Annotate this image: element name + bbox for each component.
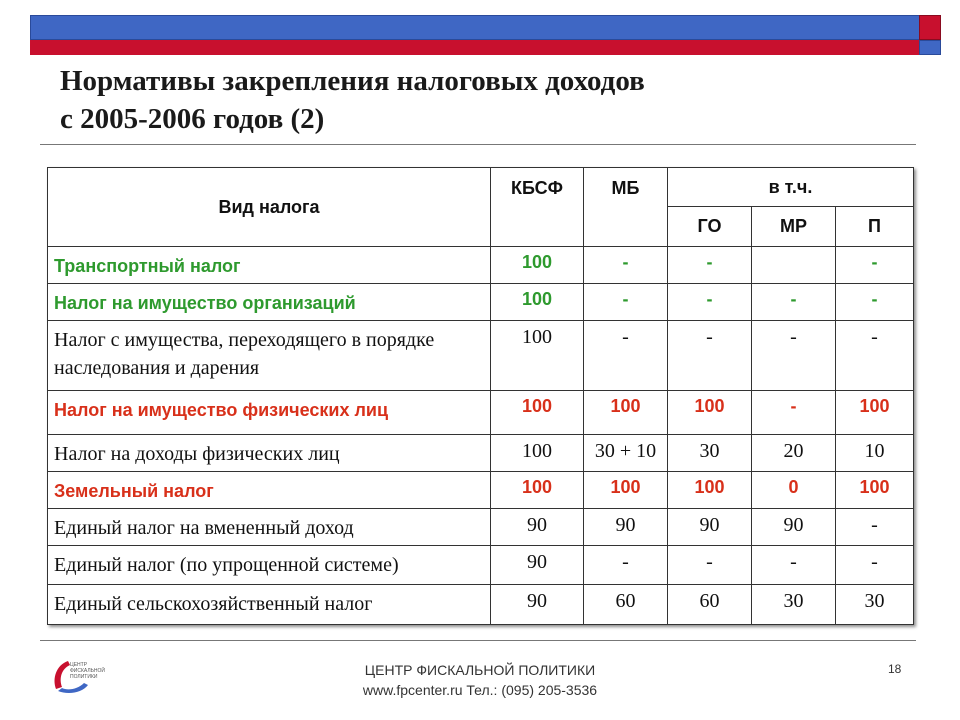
table-row — [48, 472, 914, 509]
cell-kbsf: 90 — [491, 585, 584, 625]
header-red-square — [919, 15, 941, 40]
header-mr: МР — [752, 207, 836, 247]
cell-p: - — [836, 321, 914, 391]
cell-go: - — [668, 546, 752, 585]
logo-text-2: ФИСКАЛЬНОЙ — [70, 668, 106, 674]
slide-title-line1: Нормативы закрепления налоговых доходов — [60, 65, 645, 97]
cell-mr: - — [752, 391, 836, 435]
cell-mr: - — [752, 284, 836, 321]
cell-p: - — [836, 247, 914, 284]
cell-p: 30 — [836, 585, 914, 625]
header-mb: МБ — [584, 168, 668, 247]
cell-go: - — [668, 321, 752, 391]
cell-mr: 0 — [752, 472, 836, 509]
header-p: П — [836, 207, 914, 247]
cell-mb: 60 — [584, 585, 668, 625]
divider-bottom — [40, 640, 916, 641]
cell-mr: - — [752, 546, 836, 585]
cell-kbsf: 100 — [491, 247, 584, 284]
header-kbsf: КБСФ — [491, 168, 584, 247]
tax-name: Транспортный налог — [48, 247, 491, 284]
cell-mr — [752, 247, 836, 284]
cell-p: - — [836, 284, 914, 321]
footer — [0, 660, 960, 700]
cell-mb: 30 + 10 — [584, 435, 668, 472]
logo-text-1: ЦЕНТР — [70, 662, 88, 668]
cell-mb: - — [584, 247, 668, 284]
cell-p: 10 — [836, 435, 914, 472]
header-red-bar — [30, 40, 920, 55]
header-blue-bar — [30, 15, 920, 40]
table-row — [48, 435, 914, 472]
cell-mb: 90 — [584, 509, 668, 546]
cell-p: - — [836, 509, 914, 546]
cell-kbsf: 90 — [491, 546, 584, 585]
cell-go: - — [668, 284, 752, 321]
tax-name: Единый налог (по упрощенной системе) — [48, 546, 491, 585]
cell-mb: 100 — [584, 472, 668, 509]
footer-org: ЦЕНТР ФИСКАЛЬНОЙ ПОЛИТИКИ — [364, 662, 596, 678]
divider-top — [40, 144, 916, 145]
tax-name: Единый сельскохозяйственный налог — [48, 585, 491, 625]
page-number: 18 — [888, 662, 902, 676]
tax-name: Налог с имущества, переходящего в порядке наследования и дарения — [48, 321, 491, 391]
header-go: ГО — [668, 207, 752, 247]
header-blue-square — [919, 40, 941, 55]
tax-name: Единый налог на вмененный доход — [48, 509, 491, 546]
cell-mr: 90 — [752, 509, 836, 546]
cell-p: - — [836, 546, 914, 585]
cell-mr: 20 — [752, 435, 836, 472]
table-row — [48, 509, 914, 546]
cell-go: 30 — [668, 435, 752, 472]
header-including: в т.ч. — [668, 168, 914, 207]
logo-text-3: ПОЛИТИКИ — [70, 674, 98, 680]
cell-kbsf: 100 — [491, 435, 584, 472]
cell-kbsf: 100 — [491, 391, 584, 435]
cell-go: - — [668, 247, 752, 284]
slide-title — [60, 62, 645, 138]
cell-kbsf: 100 — [491, 284, 584, 321]
cell-mb: - — [584, 321, 668, 391]
cell-mr: 30 — [752, 585, 836, 625]
cell-mb: - — [584, 546, 668, 585]
cell-go: 100 — [668, 391, 752, 435]
table-row — [48, 321, 914, 391]
cell-kbsf: 100 — [491, 472, 584, 509]
slide-title-line2: с 2005-2006 годов (2) — [60, 103, 325, 135]
header-tax-type: Вид налога — [48, 168, 491, 247]
table-row — [48, 284, 914, 321]
cell-go: 100 — [668, 472, 752, 509]
cell-p: 100 — [836, 391, 914, 435]
cell-kbsf: 90 — [491, 509, 584, 546]
tax-name: Земельный налог — [48, 472, 491, 509]
tax-table — [47, 167, 914, 625]
cell-go: 60 — [668, 585, 752, 625]
cell-mr: - — [752, 321, 836, 391]
tax-name: Налог на имущество организаций — [48, 284, 491, 321]
table-row — [48, 391, 914, 435]
tax-name: Налог на имущество физических лиц — [48, 391, 491, 435]
cell-p: 100 — [836, 472, 914, 509]
cell-go: 90 — [668, 509, 752, 546]
tax-name: Налог на доходы физических лиц — [48, 435, 491, 472]
table-row — [48, 546, 914, 585]
table-row — [48, 585, 914, 625]
cell-kbsf: 100 — [491, 321, 584, 391]
header-row-top — [48, 168, 914, 207]
header-decoration — [30, 15, 920, 55]
footer-contact: www.fpcenter.ru Тел.: (095) 205-3536 — [362, 682, 598, 698]
table-row — [48, 247, 914, 284]
cell-mb: - — [584, 284, 668, 321]
cell-mb: 100 — [584, 391, 668, 435]
